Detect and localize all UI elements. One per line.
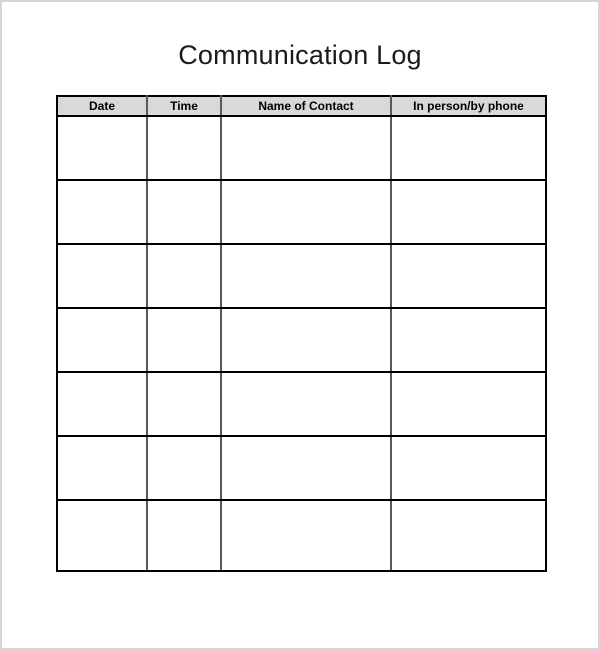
table-cell	[147, 180, 221, 244]
table-cell	[221, 436, 391, 500]
table-cell	[57, 308, 147, 372]
table-cell	[221, 180, 391, 244]
table-cell	[221, 244, 391, 308]
table-row	[57, 500, 546, 571]
column-header-time: Time	[147, 96, 221, 116]
table-cell	[147, 116, 221, 180]
table-cell	[221, 500, 391, 571]
table-cell	[221, 116, 391, 180]
table-cell	[221, 372, 391, 436]
table-row	[57, 244, 546, 308]
table-header-row	[57, 96, 546, 116]
column-header-in-person-by-phone: In person/by phone	[391, 96, 546, 116]
column-header-name-of-contact: Name of Contact	[221, 96, 391, 116]
table-body	[57, 116, 546, 571]
table-cell	[57, 372, 147, 436]
table-cell	[391, 116, 546, 180]
table-cell	[391, 308, 546, 372]
table-cell	[57, 180, 147, 244]
table-cell	[147, 244, 221, 308]
communication-log-table	[56, 95, 547, 572]
table-row	[57, 180, 546, 244]
table-cell	[57, 500, 147, 571]
table-cell	[147, 500, 221, 571]
table-cell	[147, 372, 221, 436]
table-cell	[391, 372, 546, 436]
page-title: Communication Log	[178, 40, 422, 70]
table-cell	[57, 436, 147, 500]
table-cell	[57, 116, 147, 180]
table-row	[57, 116, 546, 180]
table-cell	[391, 436, 546, 500]
table-row	[57, 308, 546, 372]
table-row	[57, 372, 546, 436]
table-row	[57, 436, 546, 500]
table-cell	[147, 308, 221, 372]
table-cell	[147, 436, 221, 500]
column-header-date: Date	[57, 96, 147, 116]
table-cell	[391, 244, 546, 308]
table-cell	[57, 244, 147, 308]
table-cell	[391, 180, 546, 244]
table-cell	[391, 500, 546, 571]
table-cell	[221, 308, 391, 372]
